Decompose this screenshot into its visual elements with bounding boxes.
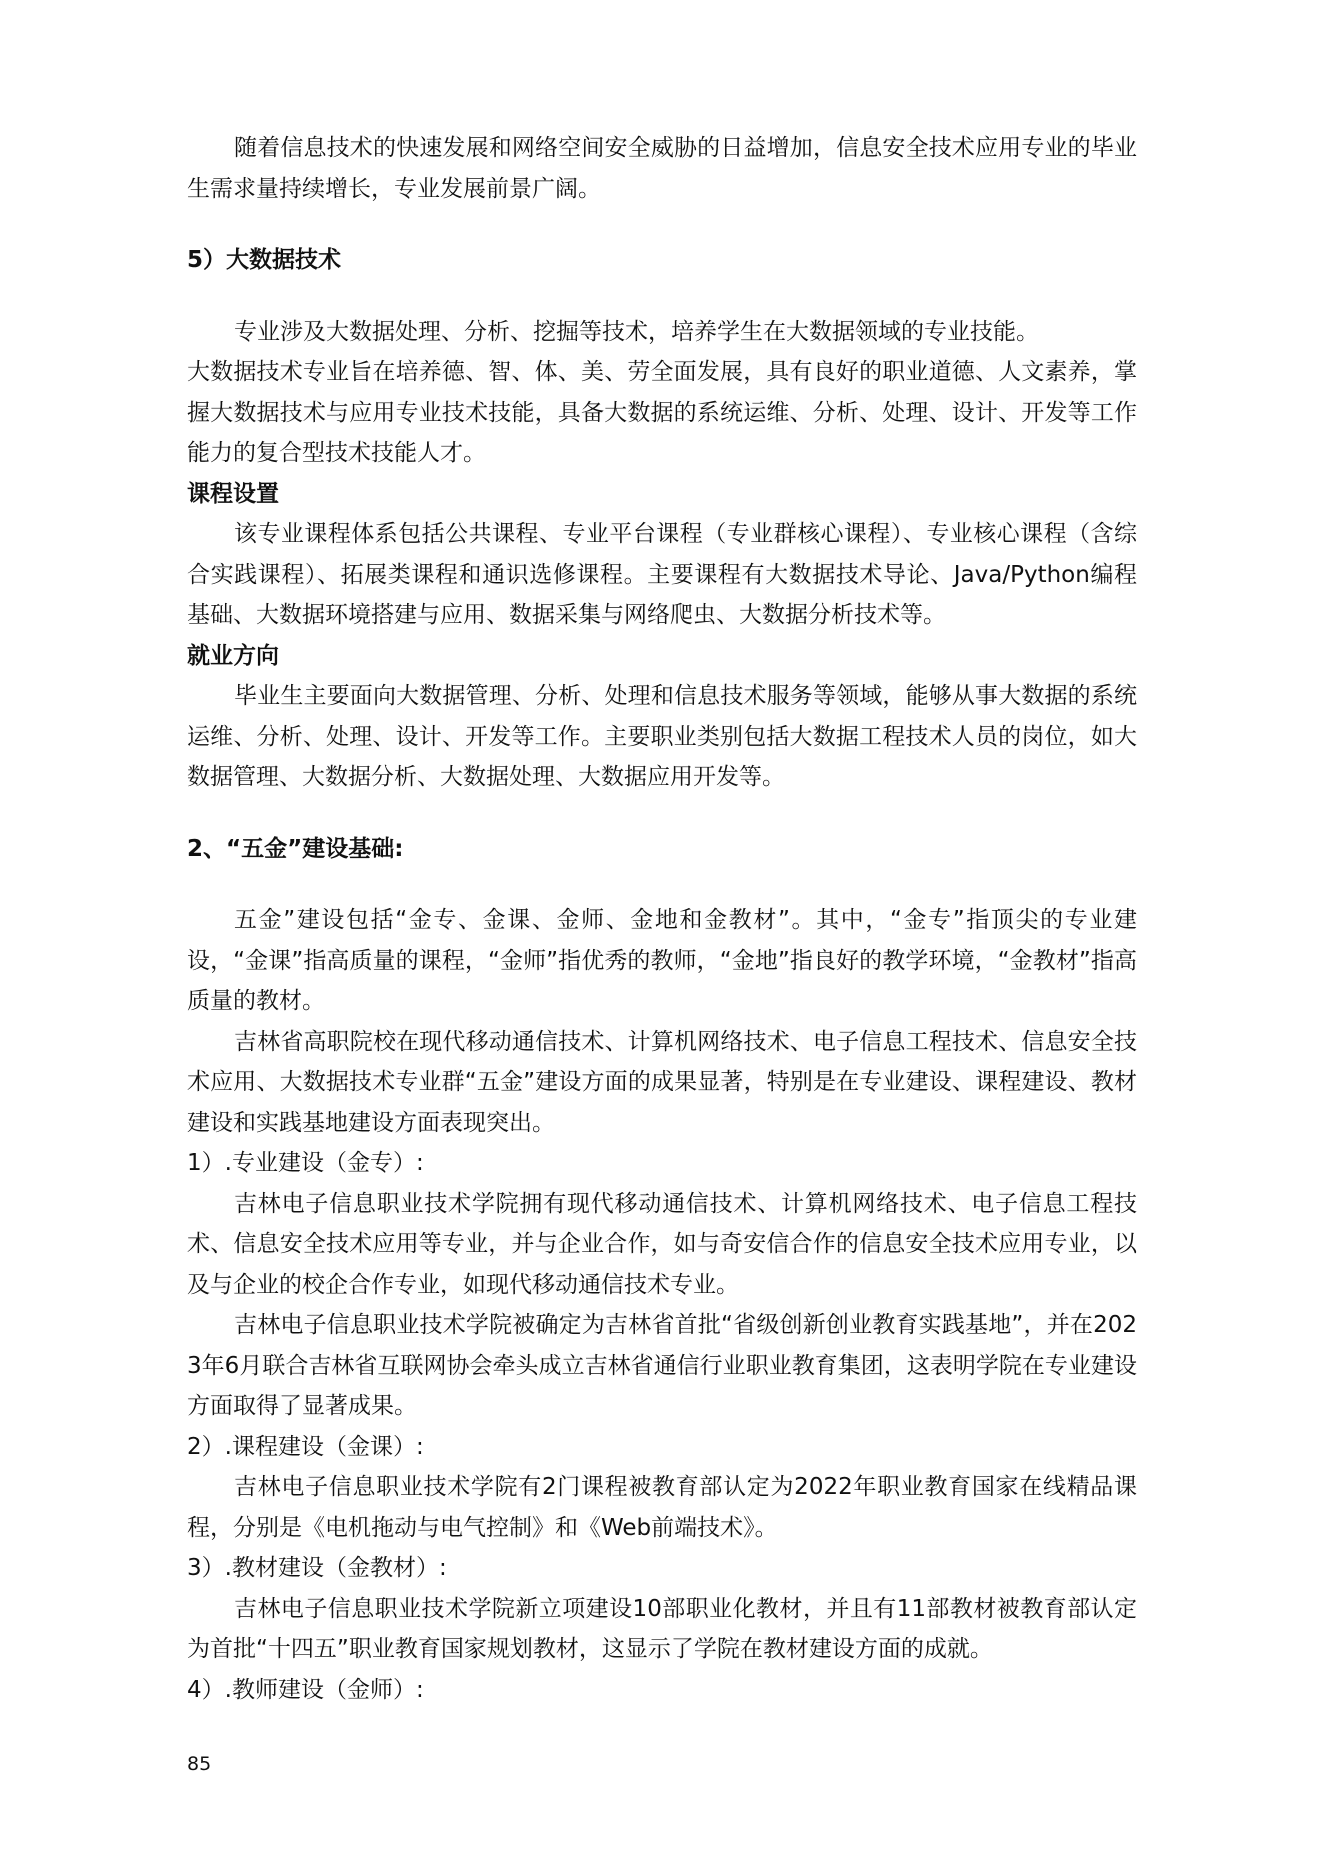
paragraph-innovation-base: 吉林电子信息职业技术学院被确定为吉林省首批“省级创新创业教育实践基地”，并在2023年6月联合吉林省互联网协会牵头成立吉林省通信行业职业教育集团，这表明学院在专业建设方面取得了显著成果。 (187, 1312, 1137, 1419)
paragraph-textbook-building: 吉林电子信息职业技术学院新立项建设10部职业化教材，并且有11部教材被教育部认定为首批“十四五”职业教育国家规划教材，这显示了学院在教材建设方面的成就。 (187, 1595, 1137, 1662)
paragraph-infosec-outlook: 随着信息技术的快速发展和网络空间安全威胁的日益增加，信息安全技术应用专业的毕业生需求量持续增长，专业发展前景广阔。 (187, 135, 1137, 202)
paragraph-bigdata-goal: 大数据技术专业旨在培养德、智、体、美、劳全面发展，具有良好的职业道德、人文素养，掌握大数据技术与应用专业技术技能，具备大数据的系统运维、分析、处理、设计、开发等工作能力的复合型技术技能人才。 (187, 359, 1137, 466)
paragraph-jilin-achievements: 吉林省高职院校在现代移动通信技术、计算机网络技术、电子信息工程技术、信息安全技术应用、大数据技术专业群“五金”建设方面的成果显著，特别是在专业建设、课程建设、教材建设和实践基地建设方面表现突出。 (187, 1028, 1137, 1136)
heading-bigdata: 5）大数据技术 (187, 247, 342, 273)
paragraph-course-system: 该专业课程体系包括公共课程、专业平台课程（专业群核心课程）、专业核心课程（含综合实践课程）、拓展类课程和通识选修课程。主要课程有大数据技术导论、Java/Python编程基础、大数据环境搭建与应用、数据采集与网络爬虫、大数据分析技术等。 (187, 521, 1137, 628)
paragraph-wujin-definition: 五金”建设包括“金专、金课、金师、金地和金教材”。其中，“金专”指顶尖的专业建设，“金课”指高质量的课程，“金师”指优秀的教师，“金地”指良好的教学环境，“金教材”指高质量的教材。 (187, 907, 1137, 1014)
heading-wujin: 2、“五金”建设基础: (187, 835, 404, 862)
page-number: 85 (187, 1753, 212, 1775)
list-item-teacher-building: 4）.教师建设（金师）: (187, 1676, 424, 1703)
paragraph-course-building: 吉林电子信息职业技术学院有2门课程被教育部认定为2022年职业教育国家在线精品课程，分别是《电机拖动与电气控制》和《Web前端技术》。 (187, 1474, 1137, 1541)
list-item-course-building: 2）.课程建设（金课）: (187, 1433, 424, 1460)
list-item-major-building: 1）.专业建设（金专）: (187, 1150, 424, 1176)
paragraph-employment: 毕业生主要面向大数据管理、分析、处理和信息技术服务等领域，能够从事大数据的系统运维、分析、处理、设计、开发等工作。主要职业类别包括大数据工程技术人员的岗位，如大数据管理、大数据分析、大数据处理、大数据应用开发等。 (187, 683, 1137, 790)
paragraph-bigdata-intro: 专业涉及大数据处理、分析、挖掘等技术，培养学生在大数据领域的专业技能。 (234, 318, 1039, 345)
document-body (187, 128, 1137, 1710)
heading-employment: 就业方向 (187, 642, 279, 669)
list-item-textbook-building: 3）.教材建设（金教材）: (187, 1555, 447, 1581)
heading-course-setup: 课程设置 (187, 480, 279, 507)
paragraph-major-building: 吉林电子信息职业技术学院拥有现代移动通信技术、计算机网络技术、电子信息工程技术、信息安全技术应用等专业，并与企业合作，如与奇安信合作的信息安全技术应用专业，以及与企业的校企合作专业，如现代移动通信技术专业。 (187, 1190, 1137, 1298)
